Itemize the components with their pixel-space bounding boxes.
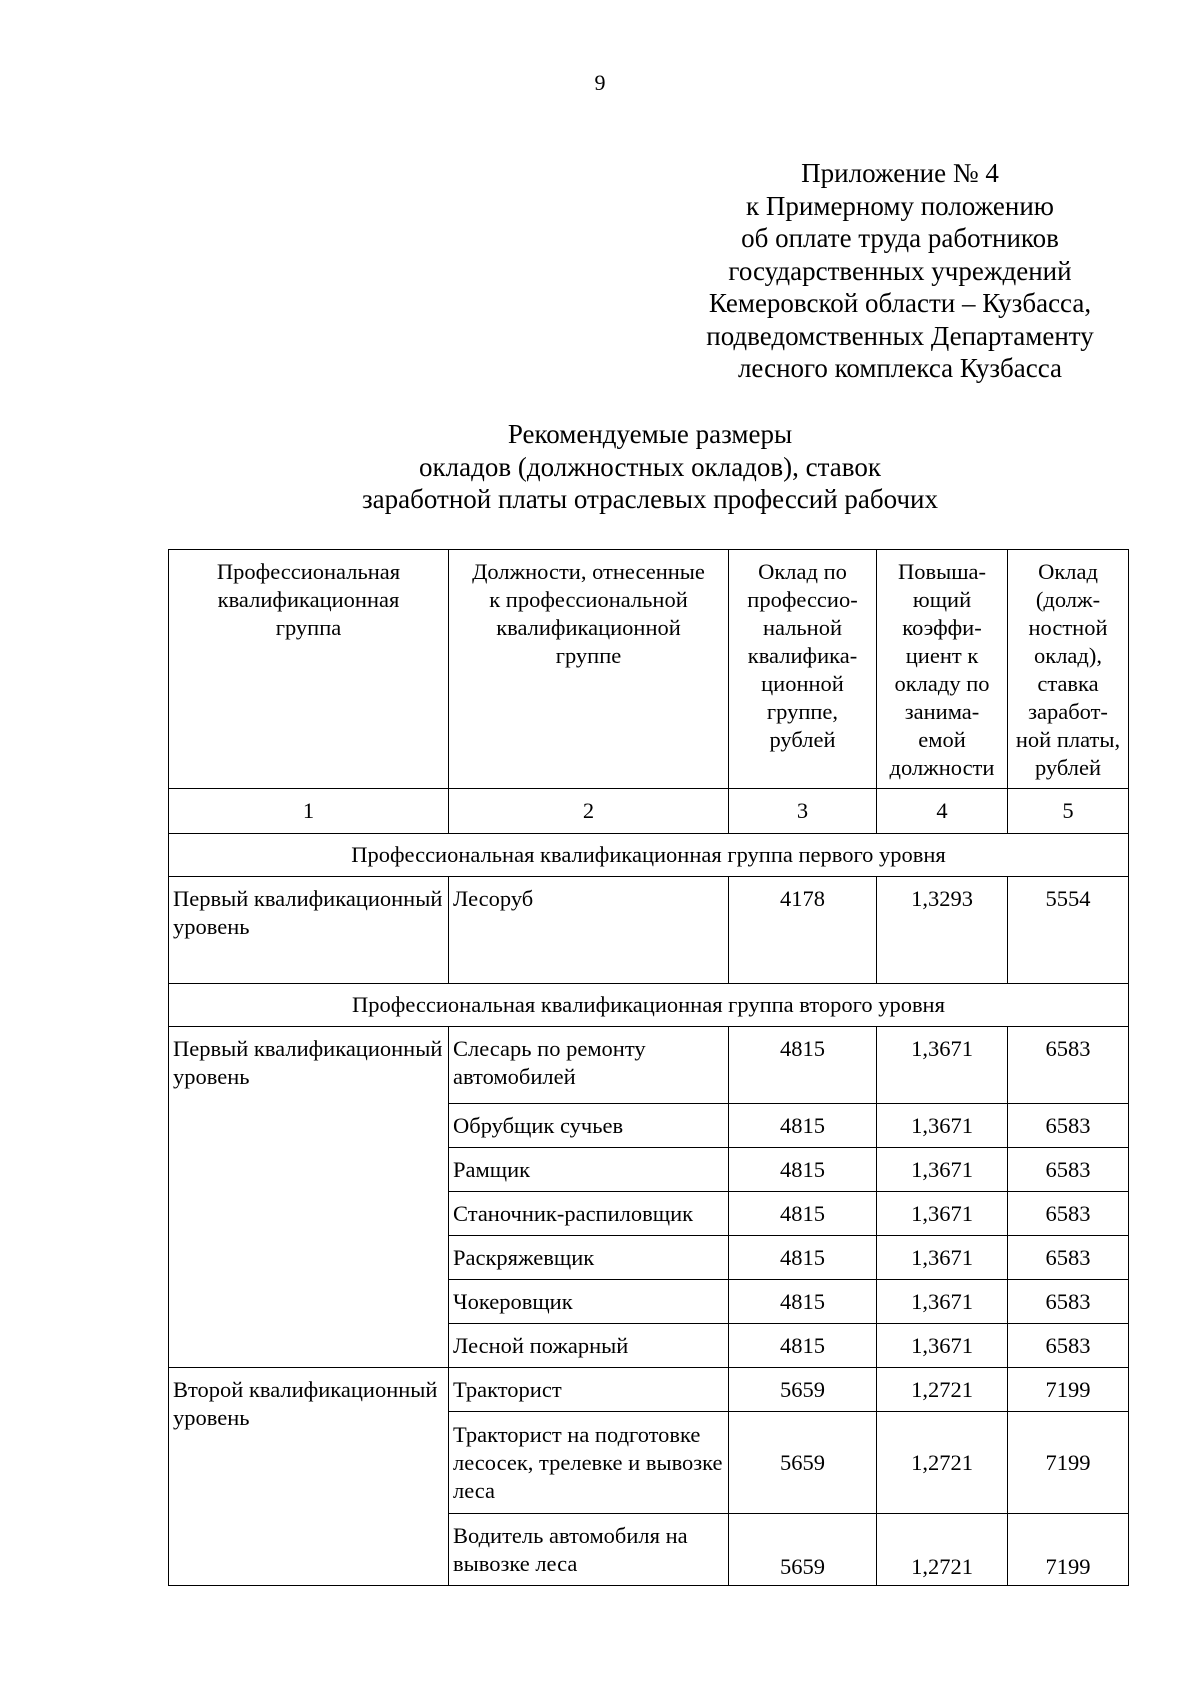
position-cell: Обрубщик сучьев: [449, 1104, 729, 1148]
base-salary-cell: 4815: [729, 1148, 877, 1192]
coefficient-cell: 1,3293: [877, 877, 1008, 984]
header-base-salary-line: профессио-: [747, 587, 858, 612]
section-title: Профессиональная квалификационная группа второго уровня: [169, 984, 1129, 1027]
appendix-reference: [660, 157, 1140, 385]
section-header-row: [169, 984, 1129, 1027]
header-positions-line: Должности, отнесенные: [472, 559, 705, 584]
header-total-salary-line: Оклад: [1038, 559, 1098, 584]
header-coefficient-line: должности: [889, 755, 995, 780]
title-line: окладов (должностных окладов), ставок: [419, 451, 881, 482]
header-total-salary-line: ставка: [1037, 671, 1099, 696]
header-positions-line: группе: [555, 643, 622, 668]
section-title: Профессиональная квалификационная группа первого уровня: [169, 834, 1129, 877]
total-salary-cell: 6583: [1008, 1148, 1129, 1192]
base-salary-cell: 4815: [729, 1192, 877, 1236]
header-positions-line: к профессиональной: [489, 587, 688, 612]
header-group-line: квалификационная: [217, 587, 400, 612]
coefficient-cell: 1,2721: [877, 1514, 1008, 1586]
total-salary-cell: 6583: [1008, 1027, 1129, 1104]
total-salary-cell: 5554: [1008, 877, 1129, 984]
base-salary-cell: 4815: [729, 1236, 877, 1280]
total-salary-cell: 7199: [1008, 1412, 1129, 1514]
coefficient-cell: 1,3671: [877, 1192, 1008, 1236]
header-coefficient-line: ющий: [912, 587, 972, 612]
position-cell: Лесоруб: [449, 877, 729, 984]
position-cell: Тракторист на подготовке лесосек, трелевке и вывозке леса: [449, 1412, 729, 1514]
header-group-line: Профессиональная: [216, 559, 401, 584]
coefficient-cell: 1,2721: [877, 1412, 1008, 1514]
title-line: заработной платы отраслевых профессий рабочих: [362, 484, 938, 514]
base-salary-cell: 5659: [729, 1368, 877, 1412]
appendix-line: государственных учреждений: [728, 255, 1072, 286]
header-total-salary-line: ной платы,: [1015, 727, 1121, 752]
column-number: 2: [449, 789, 729, 834]
coefficient-cell: 1,3671: [877, 1236, 1008, 1280]
total-salary-cell: 7199: [1008, 1368, 1129, 1412]
base-salary-cell: 4815: [729, 1280, 877, 1324]
header-total-salary-line: (долж-: [1035, 587, 1101, 612]
table-row: [169, 1368, 1129, 1412]
header-total-salary-line: рублей: [1034, 755, 1102, 780]
header-coefficient-line: коэффи-: [902, 615, 982, 640]
appendix-line: лесного комплекса Кузбасса: [737, 353, 1063, 383]
appendix-line: Приложение № 4: [801, 158, 999, 188]
column-number: 4: [877, 789, 1008, 834]
appendix-line: Кемеровской области – Кузбасса,: [708, 288, 1092, 318]
appendix-line: к Примерному положению: [746, 190, 1054, 221]
header-base-salary-line: Оклад по: [758, 559, 847, 584]
header-positions-line: квалификационной: [496, 615, 681, 640]
total-salary-cell: 6583: [1008, 1324, 1129, 1368]
header-base-salary-line: квалифика-: [747, 643, 858, 668]
base-salary-cell: 4815: [729, 1104, 877, 1148]
position-cell: Водитель автомобиля на вывозке леса: [449, 1514, 729, 1586]
header-group: [169, 550, 449, 789]
qualification-level: Первый квалификационный уровень: [169, 877, 449, 984]
title-line: Рекомендуемые размеры: [507, 419, 793, 449]
position-cell: Станочник-распиловщик: [449, 1192, 729, 1236]
coefficient-cell: 1,3671: [877, 1280, 1008, 1324]
total-salary-cell: 6583: [1008, 1192, 1129, 1236]
header-coefficient-line: занима-: [904, 699, 980, 724]
coefficient-cell: 1,2721: [877, 1368, 1008, 1412]
header-coefficient: [877, 550, 1008, 789]
header-total-salary-line: оклад),: [1034, 643, 1102, 668]
total-salary-cell: 7199: [1008, 1514, 1129, 1586]
base-salary-cell: 4178: [729, 877, 877, 984]
coefficient-cell: 1,3671: [877, 1148, 1008, 1192]
header-total-salary-line: заработ-: [1028, 699, 1108, 724]
position-cell: Лесной пожарный: [449, 1324, 729, 1368]
header-base-salary-line: рублей: [769, 727, 836, 752]
qualification-level: Первый квалификационный уровень: [169, 1027, 449, 1368]
total-salary-cell: 6583: [1008, 1104, 1129, 1148]
header-row: [169, 550, 1129, 789]
header-total-salary-line: ностной: [1028, 615, 1108, 640]
column-number-row: [169, 789, 1129, 834]
coefficient-cell: 1,3671: [877, 1104, 1008, 1148]
coefficient-cell: 1,3671: [877, 1027, 1008, 1104]
position-cell: Рамщик: [449, 1148, 729, 1192]
table-row: [169, 877, 1129, 984]
appendix-line: об оплате труда работников: [741, 223, 1059, 253]
page-number: 9: [594, 70, 606, 95]
qualification-level: Второй квалификационный уровень: [169, 1368, 449, 1586]
header-group-line: группа: [275, 615, 342, 640]
base-salary-cell: 4815: [729, 1324, 877, 1368]
column-number: 1: [169, 789, 449, 834]
header-coefficient-line: циент к: [905, 643, 979, 668]
position-cell: Тракторист: [449, 1368, 729, 1412]
header-base-salary: [729, 550, 877, 789]
column-number: 5: [1008, 789, 1129, 834]
header-positions: [449, 550, 729, 789]
total-salary-cell: 6583: [1008, 1236, 1129, 1280]
header-coefficient-line: окладу по: [894, 671, 990, 696]
table-row: [169, 1027, 1129, 1104]
base-salary-cell: 4815: [729, 1027, 877, 1104]
appendix-line: подведомственных Департаменту: [706, 320, 1094, 351]
header-total-salary: [1008, 550, 1129, 789]
header-coefficient-line: Повыша-: [897, 559, 987, 584]
column-number: 3: [729, 789, 877, 834]
base-salary-cell: 5659: [729, 1514, 877, 1586]
salary-table: [168, 549, 1129, 1586]
section-header-row: [169, 834, 1129, 877]
position-cell: Раскряжевщик: [449, 1236, 729, 1280]
header-base-salary-line: группе,: [766, 699, 839, 724]
coefficient-cell: 1,3671: [877, 1324, 1008, 1368]
header-base-salary-line: нальной: [762, 615, 843, 640]
header-base-salary-line: ционной: [761, 671, 844, 696]
position-cell: Чокеровщик: [449, 1280, 729, 1324]
header-coefficient-line: емой: [918, 727, 966, 752]
base-salary-cell: 5659: [729, 1412, 877, 1514]
total-salary-cell: 6583: [1008, 1280, 1129, 1324]
position-cell: Слесарь по ремонту автомобилей: [449, 1027, 729, 1104]
document-title: [200, 418, 1100, 516]
